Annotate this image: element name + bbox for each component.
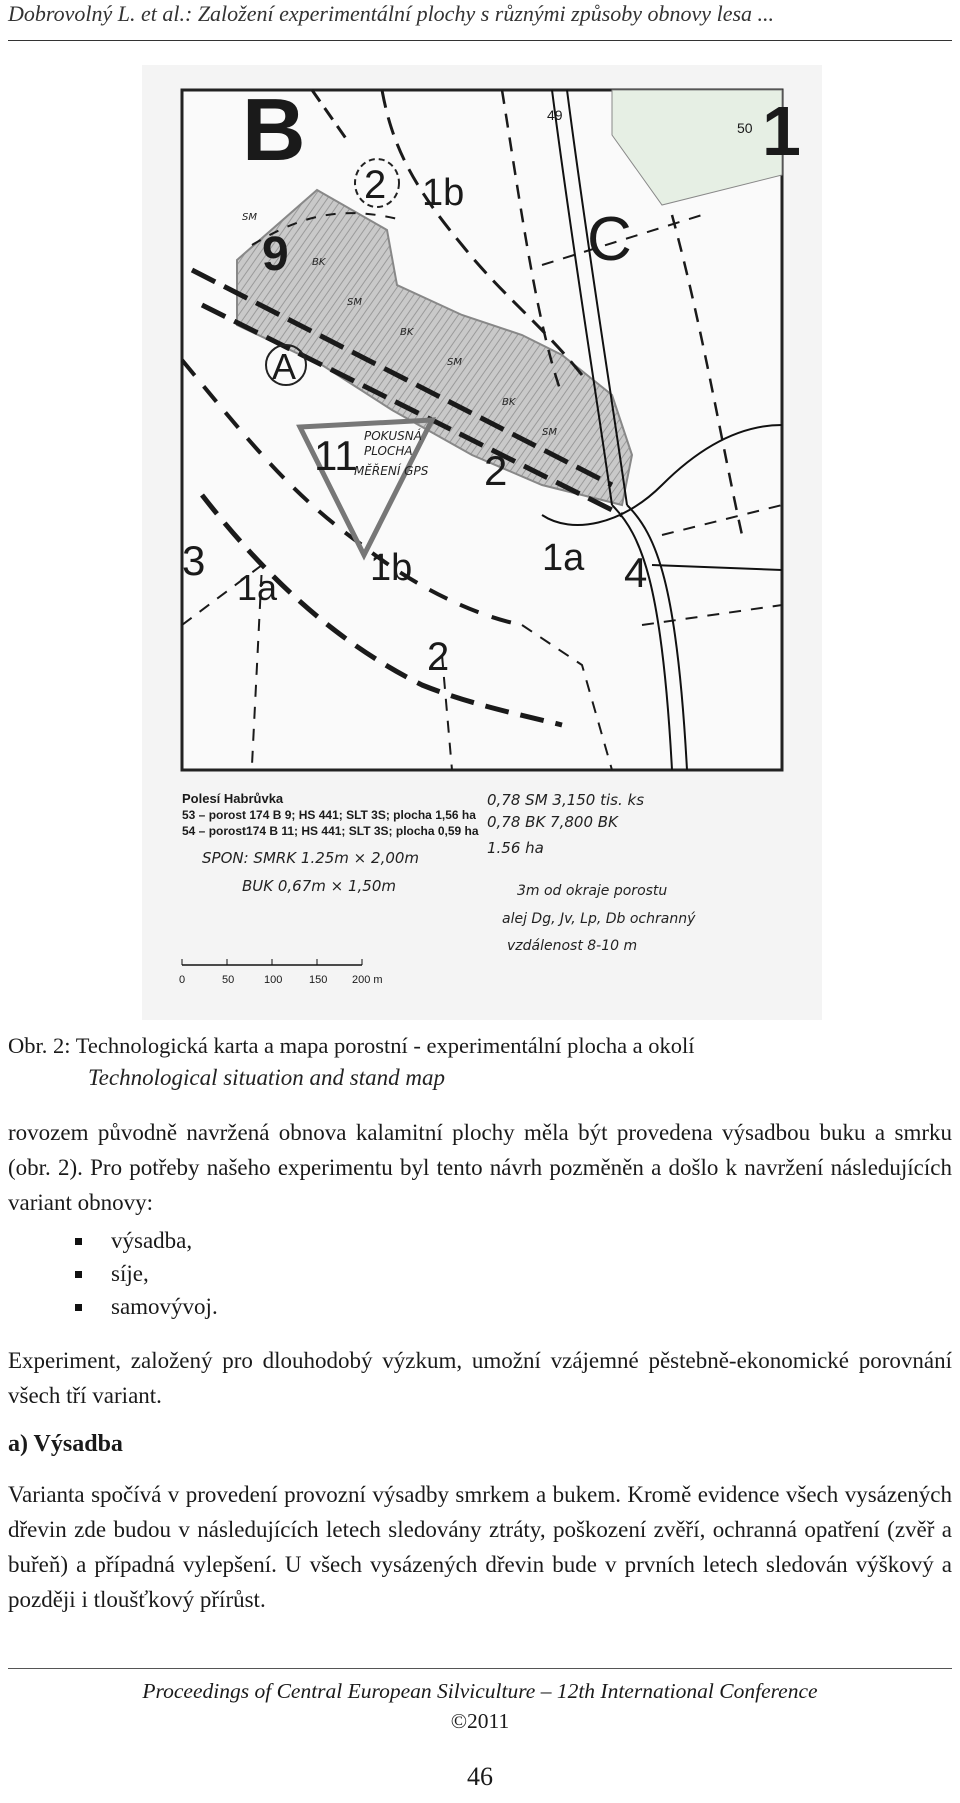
species-label-sm-2: SM [347,297,362,308]
scale-0: 0 [179,974,186,986]
map-label-49: 49 [547,107,563,123]
scale-200m: 200 m [352,974,383,986]
map-label-11: 11 [314,432,358,479]
footer-rule [8,1668,952,1669]
scale-50: 50 [222,974,235,986]
note-h1: 0,78 SM 3,150 tis. ks [487,791,645,809]
species-label-sm-4: SM [542,427,557,438]
map-label-1a-left: 1a [237,567,278,608]
footer-proceedings: Proceedings of Central European Silviculture – 12th International Conference [142,1679,818,1703]
scale-150: 150 [309,974,328,986]
map-label-4: 4 [624,549,648,596]
list-item: síje, [8,1257,952,1290]
note-h7: alej Dg, Jv, Lp, Db ochranný [502,911,696,927]
bullet-icon [75,1238,82,1245]
note-h8: vzdálenost 8-10 m [507,938,638,954]
variant-list [8,1224,952,1323]
figure-caption: Obr. 2: Technologická karta a mapa porostní - experimentální plocha a okolí [8,1033,695,1058]
species-label-sm-1: SM [242,212,257,223]
list-item: výsadba, [8,1224,952,1257]
header-rule [8,40,952,41]
legend-line-2: 54 – porost174 B 11; HS 441; SLT 3S; plocha 0,59 ha [182,824,479,838]
footer-copyright: ©2011 [450,1709,510,1733]
species-label-sm-3: SM [447,357,462,368]
legend-title: Polesí Habrůvka [182,791,284,806]
map-label-C: C [587,205,632,274]
list-item: samovývoj. [8,1290,952,1323]
scale-100: 100 [264,974,283,986]
map-label-2-bottom: 2 [427,635,450,679]
species-label-bk-1: BK [312,257,326,268]
map-label-2-mid: 2 [484,447,508,494]
figure-caption-english: Technological situation and stand map [88,1065,445,1090]
note-h2: 0,78 BK 7,800 BK [487,813,618,831]
legend-line-1: 53 – porost 174 B 9; HS 441; SLT 3S; plocha 1,56 ha [182,808,476,822]
map-label-2-circle: 2 [364,163,387,207]
running-header: Dobrovolný L. et al.: Založení experimentální plochy s různými způsoby obnovy lesa ... [8,1,775,26]
note-h6: 3m od okraje porostu [517,883,668,899]
bullet-icon [75,1304,82,1311]
bullet-icon [75,1271,82,1278]
note-h5: BUK 0,67m × 1,50m [242,877,396,895]
note-h3: 1.56 ha [487,839,544,857]
map-label-3: 3 [182,537,206,584]
map-label-1b-bottom: 1b [370,547,413,589]
note-h4: SPON: SMRK 1.25m × 2,00m [202,849,420,867]
paragraph-2: Experiment, založený pro dlouhodobý výzkum, umožní vzájemné pěstebně-ekonomické porovnání všech tří variant. [8,1348,952,1408]
stand-map-figure [142,65,822,1020]
paragraph-3: Varianta spočívá v provedení provozní výsadby smrkem a bukem. Kromě evidence všech vysázených dřevin zde budou v následujících letech sledovány ztráty, poškození zvěří, ochranná opatření (zvěř a buřeň) a případná vylepšení. U všech vysázených dřevin bude v prvních letech sledován výškový a později i tloušťkový přírůst. [8,1482,952,1612]
map-label-1a-right: 1a [542,537,585,579]
map-label-1-right: 1 [762,92,801,170]
map-label-9: 9 [262,228,289,281]
section-heading: a) Výsadba [8,1431,123,1457]
map-label-B: B [242,80,306,179]
plot-note-1: POKUSNÁ [364,429,422,443]
paragraph-1: rovozem původně navržená obnova kalamitní plochy měla být provedena výsadbou buku a smrku (obr. 2). Pro potřeby našeho experimentu byl tento návrh pozměněn a došlo k navržení následujících variant obnovy: [8,1120,952,1215]
map-label-A: A [272,346,297,387]
map-label-1b-top: 1b [422,172,465,214]
species-label-bk-2: BK [400,327,414,338]
plot-note-3: MĚŘENÍ GPS [354,464,429,478]
page-number: 46 [467,1762,493,1791]
map-label-50: 50 [737,120,753,136]
species-label-bk-3: BK [502,397,516,408]
plot-note-2: PLOCHA [364,444,413,458]
